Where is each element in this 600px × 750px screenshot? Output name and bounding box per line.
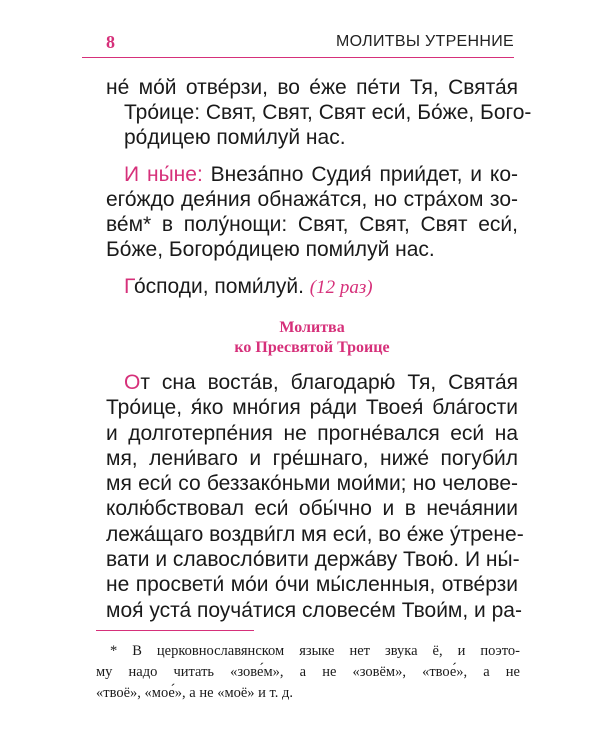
paragraph-continuation [106,75,532,150]
paragraph-i-nyne [106,162,518,262]
text-line: и долготерпе́ния не прогне́вался еси́ на [106,421,518,445]
text-line: моя́ уста́ поуча́тися словесе́м Твои́м, и ра- [106,598,522,622]
text-line: лежа́щаго воздви́гл мя еси́, во е́же у́тренe- [106,522,524,546]
text-line [106,162,518,187]
text-run: т сна воста́в, благодарю́ Тя, Свята́я [140,371,518,394]
text-line: Тро́ице: Свят, Свят, Свят еси́, Бо́же, Бого- [124,101,532,124]
rubric: (12 раз) [309,277,373,298]
initial-letter: О [124,371,141,394]
text-run: Внеза́пно Судия́ прии́дет, и ко- [202,163,518,186]
footnote [96,641,520,704]
footnote-line: * В церковнославянском языке нет звука ё, и поэто- [110,643,520,659]
text-line: мя еси́ со беззако́ньми мои́ми; но челове- [106,472,518,496]
lead-word: И ны́не: [124,163,203,186]
prayer-title [106,318,518,358]
text-run: о́споди, поми́луй. [133,275,304,298]
text-line: ро́дицею поми́луй нас. [124,126,346,149]
text-line [106,370,518,395]
text-line: ве́м* в полу́нощи: Свят, Свят, Свят еси́, [106,213,518,236]
text-line: Бо́же, Богоро́дицею поми́луй нас. [106,238,435,261]
page-header [82,28,514,58]
text-line: не́ мо́й отве́рзи, во е́же пе́ти Тя, Свята́я [106,76,518,99]
text-line: вати и славосло́вити держа́ву Твою́. И ны́- [106,548,520,572]
text-line: его́ждо дея́ния обнажа́тся, но стра́хом зо- [106,188,518,211]
text-line [106,274,518,300]
text-line: колю́бствовал еси́ обы́чно и в неча́янии [106,497,518,521]
prayer-body [106,370,524,623]
running-title: МОЛИТВЫ УТРЕННИЕ [335,33,514,50]
footnote-rule [96,630,254,631]
footnote-line: му надо читать «зове́м», а не «зовём», «твое́», а не [96,664,520,680]
footnote-line: «твоё», «мое́», а не «моё» и т. д. [96,685,294,701]
initial-letter: Г [124,275,134,298]
text-line: не просвети́ мо́и о́чи мы́сленныя, отве́рзи [106,573,518,597]
text-line: Тро́ице, я́ко мно́гия ра́ди Твоея́ бла́гости [106,396,518,420]
prayer-title-line: Молитва [279,319,345,336]
text-line: мя, лени́ваго и гре́шнаго, ниже́ погуби́л [106,446,518,470]
page-number: 8 [106,32,115,52]
prayer-title-line: ко Пресвятой Троице [234,339,390,356]
header-rule [82,57,514,58]
paragraph-gospodi [106,274,518,300]
